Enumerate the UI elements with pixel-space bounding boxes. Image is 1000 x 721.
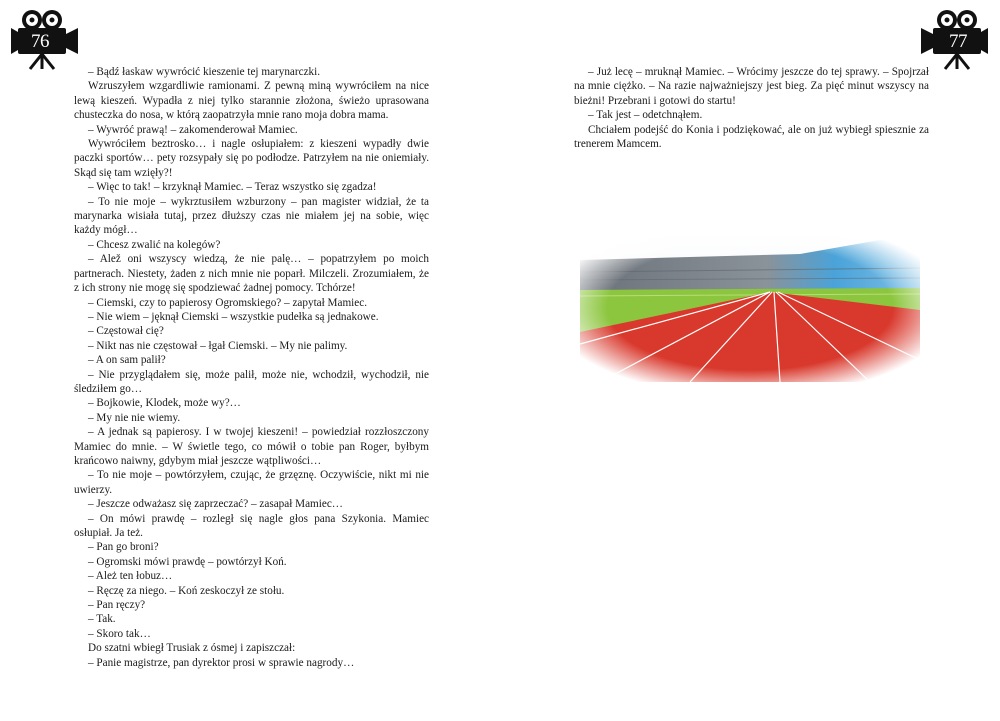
paragraph: – A jednak są papierosy. I w twojej kieszeni! – powiedział rozzłoszczony Mamiec do mnie. – W świetle tego, co mówił o tobie pan Roger, byłbym krańcowo naiwny, gdybym miał jeszcze wątpliwości… [74,426,429,467]
paragraph: – Nikt nas nie częstował – łgał Ciemski. – My nie palimy. [88,339,348,352]
paragraph: – Ogromski mówi prawdę – powtórzył Koń. [88,555,287,568]
paragraph: – Ależ ten łobuz… [88,570,173,583]
paragraph: – Ciemski, czy to papierosy Ogromskiego? – zapytał Mamiec. [88,296,367,309]
paragraph: – On mówi prawdę – rozległ się nagle głos pana Szykonia. Mamiec osłupiał. Ja też. [74,512,429,539]
paragraph: Wzruszyłem wzgardliwie ramionami. Z pewną miną wywróciłem na nice lewą kieszeń. Wypadła z niej tylko starannie złożona, świeżo uprasowana chusteczka do nosa, w którą zaopatrzyła mnie rano moja dobra mama. [74,80,429,122]
paragraph: Chciałem podejść do Konia i podziękować, ale on już wybiegł spiesznie za trenerem Mamcem. [574,123,929,151]
paragraph: Do szatni wbiegł Trusiak z ósmej i zapiszczał: [88,642,296,655]
paragraph: – Już lecę – mruknął Mamiec. – Wrócimy jeszcze do tej sprawy. – Spojrzał na mnie ciężko. – Na razie najważniejszy jest bieg. Za pięć minut wszyscy na bieżni! Przebrani i gotowi do startu! [574,66,929,107]
stadium-track-illustration [580,232,920,382]
paragraph: – Ręczę za niego. – Koń zeskoczył ze stołu. [88,584,285,597]
paragraph: – Pan ręczy? [88,599,146,612]
paragraph: – Bojkowie, Klodek, może wy?… [88,397,241,410]
paragraph: – Alež oni wszyscy wiedzą, że nie palę… – popatrzyłem po moich partnerach. Niestety, żaden z nich mnie nie poparł. Milczeli. Zrozumiałem, że z ich strony nie mogę się spodziewać żadnej pomocy. Tchórze! [74,253,429,295]
paragraph: – A on sam palił? [88,354,166,367]
paragraph: – To nie moje – powtórzyłem, czując, że grzęznę. Oczywiście, nikt mi nie uwierzy. [74,469,429,496]
page-number: 77 [949,31,967,52]
left-page-text [74,65,429,670]
paragraph: – My nie nie wiemy. [88,411,181,424]
right-page-text [574,65,929,151]
paragraph: – Wywróć prawą! – zakomenderował Mamiec. [88,123,298,136]
film-camera-icon [8,8,82,70]
film-camera-icon [917,8,991,70]
paragraph: – Panie magistrze, pan dyrektor prosi w sprawie nagrody… [88,656,355,669]
paragraph: – Nie wiem – jęknął Ciemski – wszystkie pudełka są jednakowe. [88,310,379,323]
paragraph: – Nie przyglądałem się, może palił, może nie, wchodził, wychodził, nie śledziłem go… [74,368,429,395]
paragraph: – Tak jest – odetchnąłem. [588,109,703,122]
paragraph: – Skoro tak… [88,627,151,640]
page-number: 76 [31,31,49,52]
paragraph: – Pan go broni? [88,541,159,554]
paragraph: – To nie moje – wykrztusiłem wzburzony – pan magister widział, że ta marynarka wisiała tutaj, przez dłuższy czas nie miałem jej na sobie, więc każdy mógł… [74,195,429,237]
paragraph: – Chcesz zwalić na kolegów? [88,238,221,251]
running-track-image [580,232,920,382]
right-page [500,0,1000,721]
paragraph: – Częstował cię? [88,325,164,338]
paragraph: – Tak. [88,613,116,626]
paragraph: Wywróciłem beztrosko… i nagle osłupiałem: z kieszeni wypadły dwie paczki sportów… pety rozsypały się po podłodze. Patrzyłem na nie oniemiały. Skąd się tam wzięły?! [74,138,429,179]
paragraph: – Więc to tak! – krzyknął Mamiec. – Teraz wszystko się zgadza! [88,181,377,194]
paragraph: – Bądź łaskaw wywrócić kieszenie tej marynarczki. [88,66,321,78]
paragraph: – Jeszcze odważasz się zaprzeczać? – zasapał Mamiec… [88,498,343,511]
